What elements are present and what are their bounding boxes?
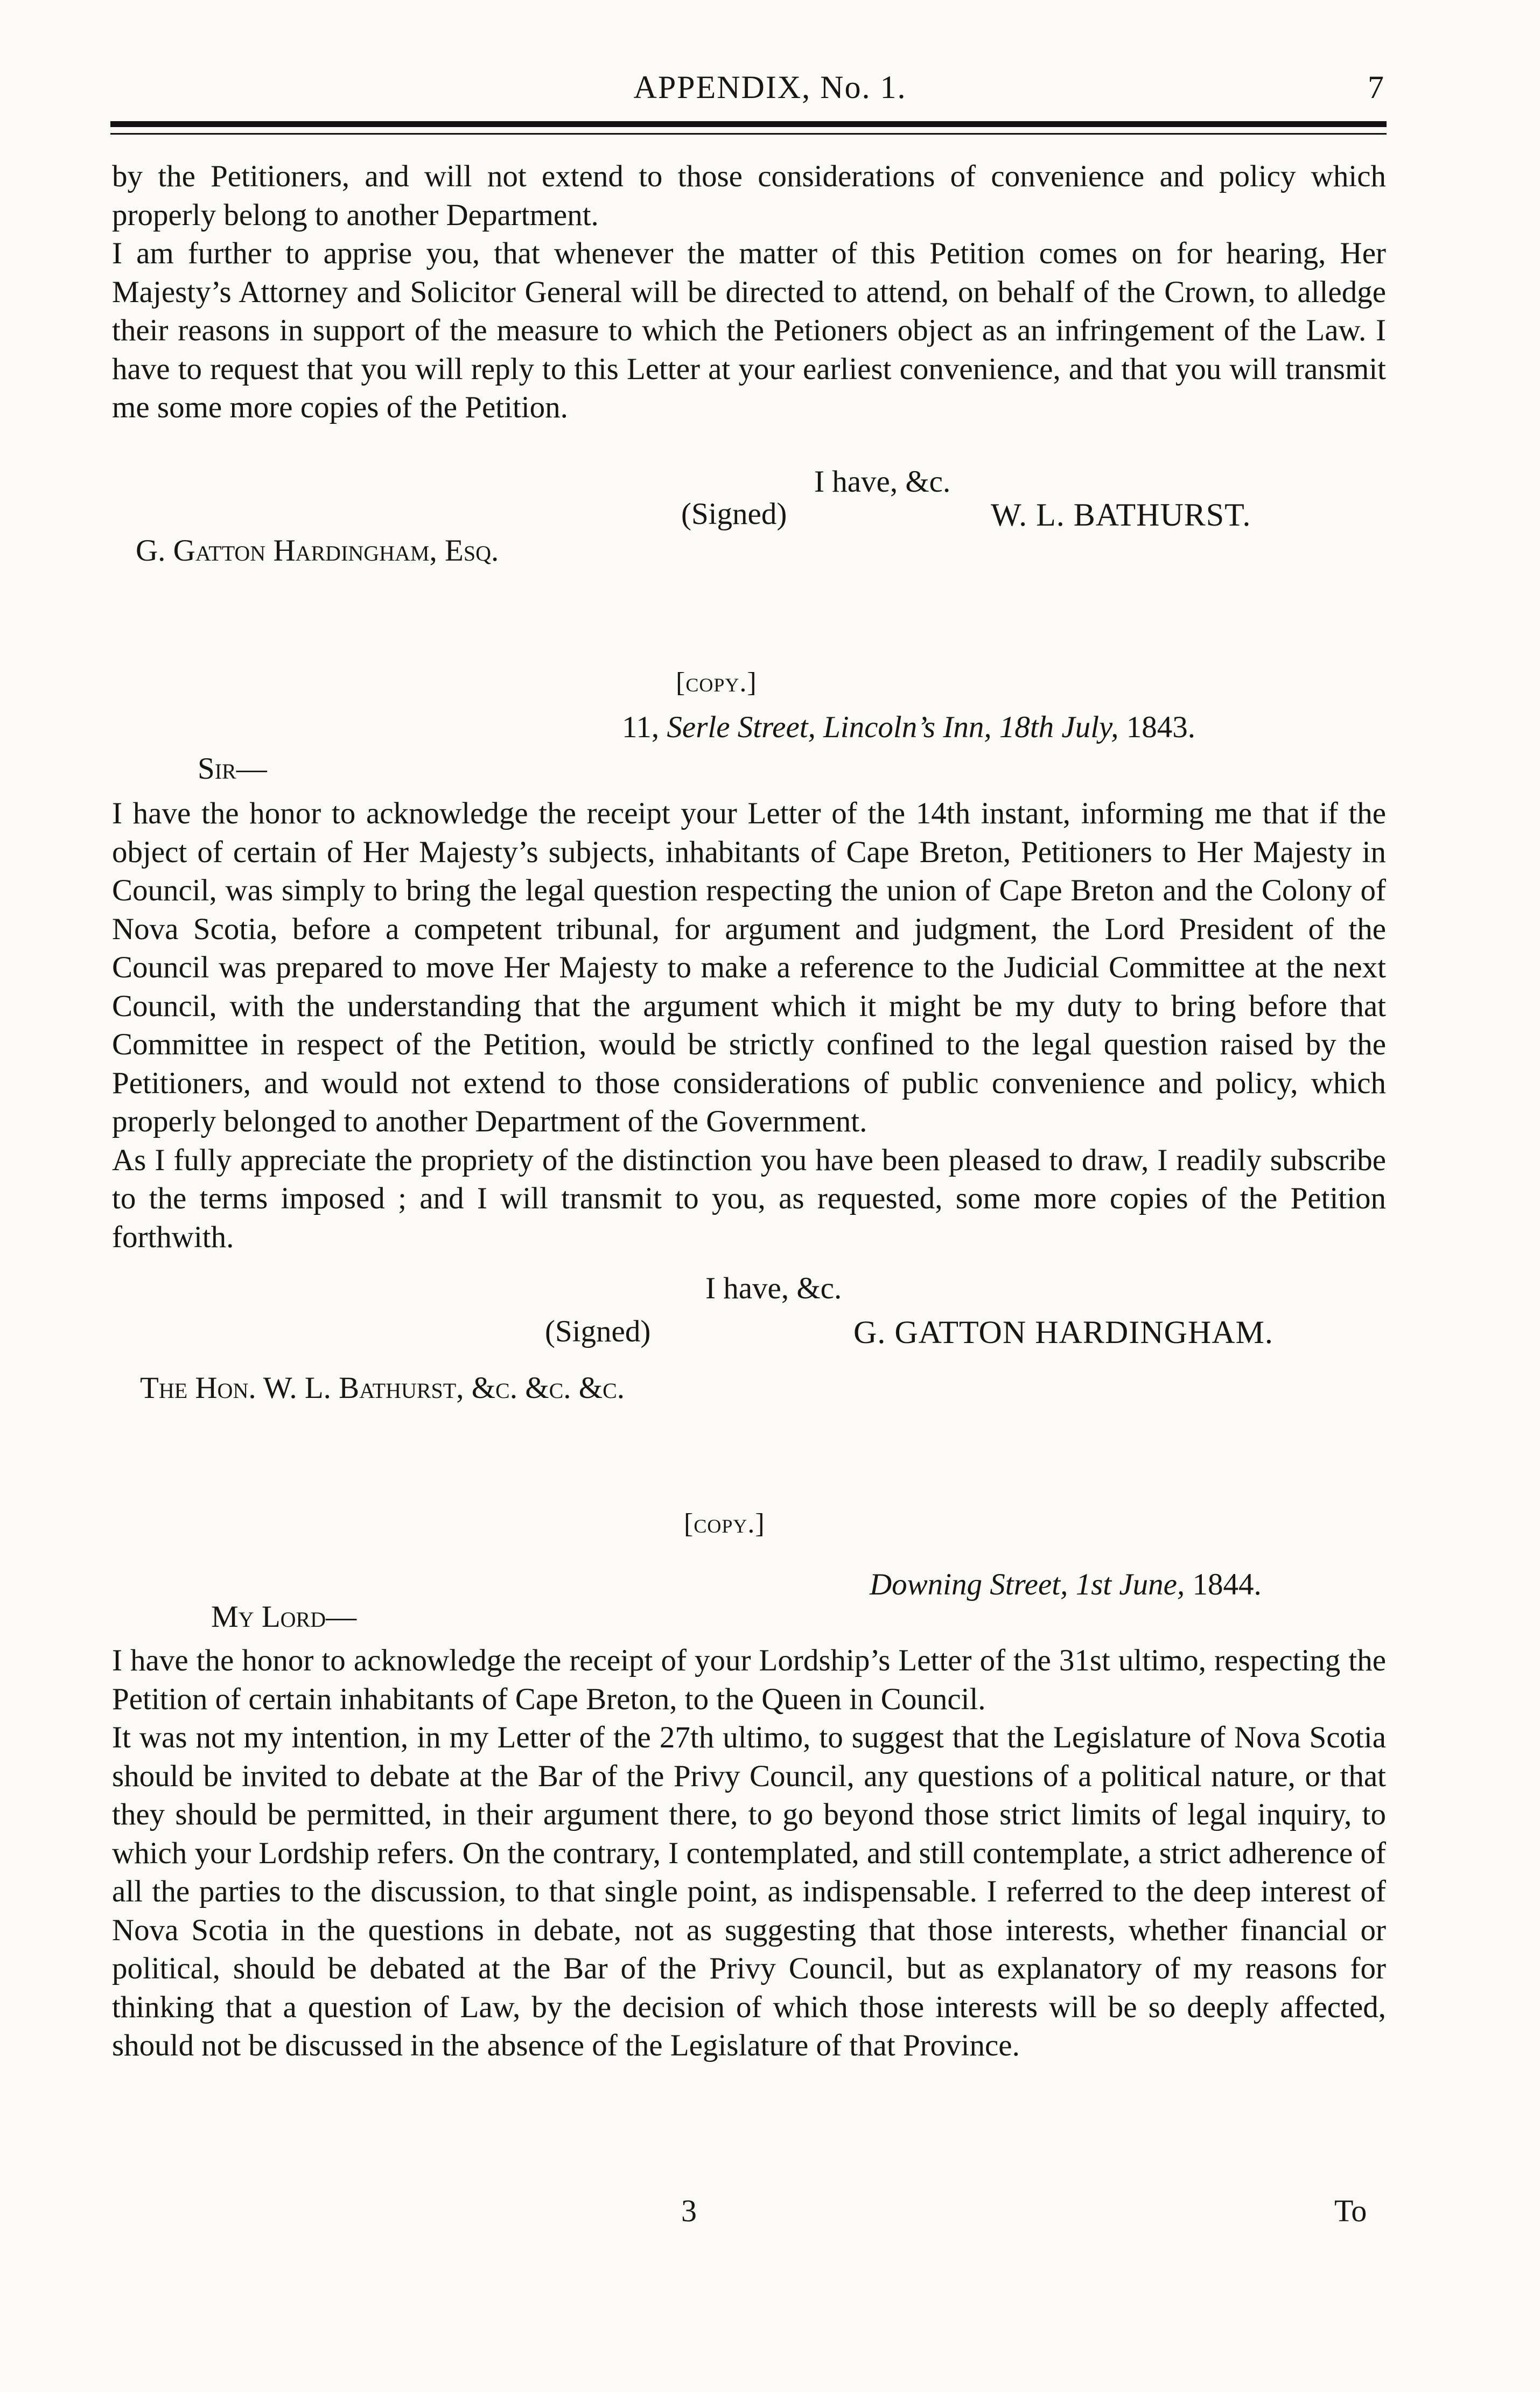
page-number: 7 [1368, 69, 1384, 105]
paragraph: I have the honor to acknowledge the receipt your Letter of the 14th instant, informing me that if the object of certain of Her Majesty’s subjects, inhabitants of Cape Breton, Petitioners to Her Majesty in Council, was simply to bring the legal question respecting the union of Cape Breton and the Colony of Nova Scotia, before a competent tribunal, for argument and judgment, the Lord President of the Council was prepared to move Her Majesty to make a reference to the Judicial Committee at the next Council, with the understanding that the argument which it might be my duty to bring before that Committee in respect of the Petition, would be strictly confined to the legal question raised by the Petitioners, and would not extend to those considerations of public convenience and policy, which properly belonged to another Department of the Government. [112, 796, 1386, 1138]
paragraph: I have the honor to acknowledge the receipt of your Lordship’s Letter of the 31st ultimo, respecting the Petition of certain inhabitants of Cape Breton, to the Queen in Council. [112, 1643, 1386, 1716]
address-year: 1844. [1192, 1568, 1262, 1601]
address-year: 1843. [1126, 710, 1195, 744]
header-rule-thick [110, 121, 1387, 127]
copy-label: [copy.] [676, 667, 757, 698]
dateline [870, 1567, 1262, 1602]
addressee: G. Gatton Hardingham, Esq. [136, 534, 499, 568]
signature: G. GATTON HARDINGHAM. [853, 1314, 1273, 1350]
paragraph: It was not my intention, in my Letter of the 27th ultimo, to suggest that the Legislature of Nova Scotia should be invited to debate at the Bar of the Privy Council, any questions of a political nature, or that they should be permitted, in their argument there, to go beyond those strict limits of legal inquiry, to which your Lordship refers. On the contrary, I contemplated, and still contemplate, a strict adherence of all the parties to the discussion, to that single point, as indispensable. I referred to the deep interest of Nova Scotia in the questions in debate, not as suggesting that those interests, whether financial or political, should be debated at the Bar of the Privy Council, but as explanatory of my reasons for thinking that a question of Law, by the decision of which those interests will be so deeply affected, should not be discussed in the absence of the Legislature of that Province. [112, 1720, 1386, 2062]
address-place: Serle Street, Lincoln’s Inn, [667, 710, 992, 744]
address-number: 11, [622, 710, 660, 744]
salutation: Sir— [198, 752, 267, 786]
copy-label: [copy.] [684, 1508, 765, 1539]
dateline [622, 710, 1195, 745]
address-place: Downing Street, 1st June, [870, 1568, 1185, 1601]
paragraph: by the Petitioners, and will not extend to those considerations of convenience and policy which properly belong to another Department. [112, 159, 1386, 232]
addressee: The Hon. W. L. Bathurst, &c. &c. &c. [140, 1371, 625, 1405]
letter1-body [112, 157, 1386, 427]
paragraph: I am further to apprise you, that whenever the matter of this Petition comes on for hearing, Her Majesty’s Attorney and Solicitor General will be directed to attend, on behalf of the Crown, to alledge their reasons in support of the measure to which the Petioners object as an infringement of the Law. I have to request that you will reply to this Letter at your earliest convenience, and that you will transmit me some more copies of the Petition. [112, 236, 1386, 424]
header-rule-thin [110, 133, 1387, 135]
signature-mark: 3 [681, 2193, 697, 2228]
paragraph: As I fully appreciate the propriety of the distinction you have been pleased to draw, I readily subscribe to the terms imposed ; and I will transmit to you, as requested, some more copies of the Petition forthwith. [112, 1143, 1386, 1254]
address-date: 18th July, [999, 710, 1119, 744]
salutation: My Lord— [211, 1600, 357, 1634]
closing: I have, &c. [814, 465, 951, 499]
letter3-body [112, 1641, 1386, 2065]
signed-label: (Signed) [545, 1314, 651, 1348]
closing: I have, &c. [705, 1271, 842, 1305]
signature: W. L. BATHURST. [991, 497, 1251, 533]
running-header: APPENDIX, No. 1. [633, 69, 907, 105]
catchword: To [1334, 2193, 1367, 2228]
letter2-body [112, 794, 1386, 1256]
signed-label: (Signed) [681, 497, 787, 531]
